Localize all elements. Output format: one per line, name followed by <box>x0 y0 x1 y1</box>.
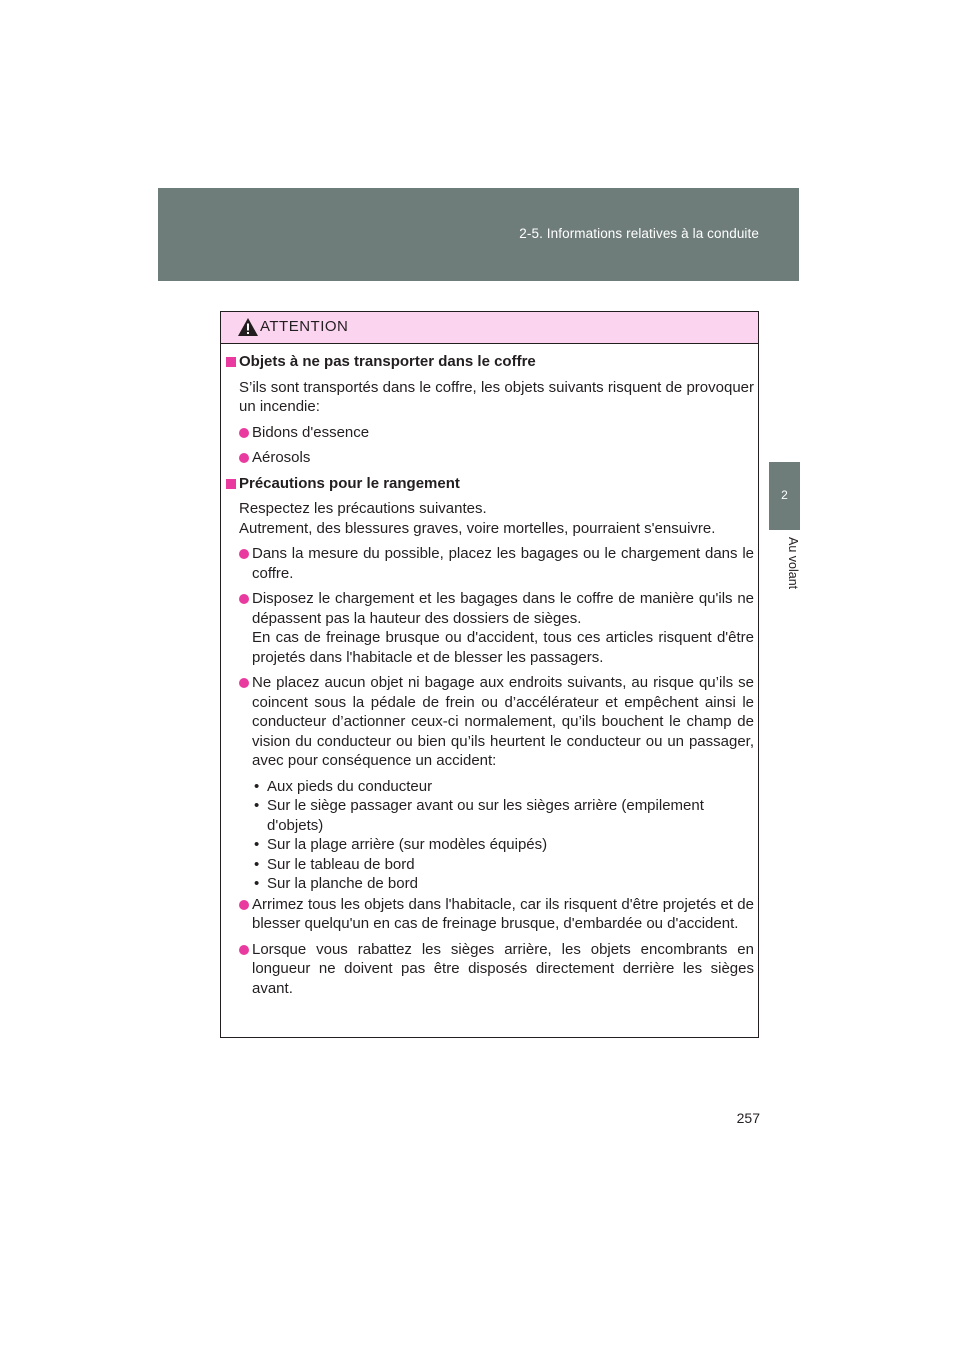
circle-bullet-icon <box>239 900 249 910</box>
location-item: • Sur le tableau de bord <box>254 855 415 873</box>
circle-bullet-icon <box>239 453 249 463</box>
header-band <box>158 188 799 281</box>
list-item: Disposez le chargement et les bagages dans le coffre de manière qu'ils ne dépassent pas la hauteur des dossiers de sièges. En cas de freinage brusque ou d'accident, tous ces articles risquent d'être projetés dans l'habitacle et de blesser les passagers. <box>239 589 754 667</box>
chapter-label: Au volant <box>786 537 800 590</box>
list-item: Ne placez aucun objet ni bagage aux endroits suivants, au risque qu’ils se coincent sous la pédale de frein ou d’accélérateur et empêchent ainsi le conducteur d’actionner ceux-ci normalement, qu’ils bouchent le champ de vision du conducteur ou bien qu’ils heurtent le conducteur ou un passager, avec pour conséquence un accident: <box>239 673 754 771</box>
caution-box <box>220 311 759 1038</box>
caution-header <box>221 312 758 344</box>
circle-bullet-icon <box>239 594 249 604</box>
page-number: 257 <box>736 1110 760 1126</box>
list-item: Lorsque vous rabattez les sièges arrière, les objets encombrants en longueur ne doivent pas être disposés directement derrière les sièges avant. <box>239 940 754 999</box>
square-bullet-icon <box>226 357 236 367</box>
location-item: • Sur le siège passager avant ou sur les sièges arrière (empilement d'objets) <box>254 797 704 834</box>
caution-content <box>225 352 754 1004</box>
circle-bullet-icon <box>239 428 249 438</box>
warning-triangle-icon <box>237 317 259 337</box>
circle-bullet-icon <box>239 678 249 688</box>
list-item: Dans la mesure du possible, placez les bagages ou le chargement dans le coffre. <box>239 544 754 583</box>
location-item: • Aux pieds du conducteur <box>254 777 433 795</box>
caution-title: ATTENTION <box>260 318 349 335</box>
chapter-number: 2 <box>781 488 788 502</box>
location-item: • Sur la plage arrière (sur modèles équipés) <box>254 836 548 853</box>
location-item: • Sur la planche de bord <box>254 875 418 892</box>
list-item: Bidons d'essence <box>239 423 754 443</box>
list-item: Arrimez tous les objets dans l'habitacle, car ils risquent d'être projetés et de blesser quelqu'un en cas de freinage brusque, d'embardée ou d'accident. <box>239 895 754 934</box>
square-bullet-icon <box>226 479 236 489</box>
section-intro: Respectez les précautions suivantes. Autrement, des blessures graves, voire mortelles, pourraient s'ensuivre. <box>239 500 716 537</box>
section-heading: Précautions pour le rangement <box>225 474 754 494</box>
section-header: 2-5. Informations relatives à la conduite <box>519 226 759 241</box>
section-intro: S’ils sont transportés dans le coffre, les objets suivants risquent de provoquer un incendie: <box>239 378 754 415</box>
section-heading: Objets à ne pas transporter dans le coffre <box>225 352 754 372</box>
circle-bullet-icon <box>239 945 249 955</box>
chapter-tab <box>769 462 800 530</box>
location-list <box>252 777 754 894</box>
list-item: Aérosols <box>239 448 754 468</box>
circle-bullet-icon <box>239 549 249 559</box>
